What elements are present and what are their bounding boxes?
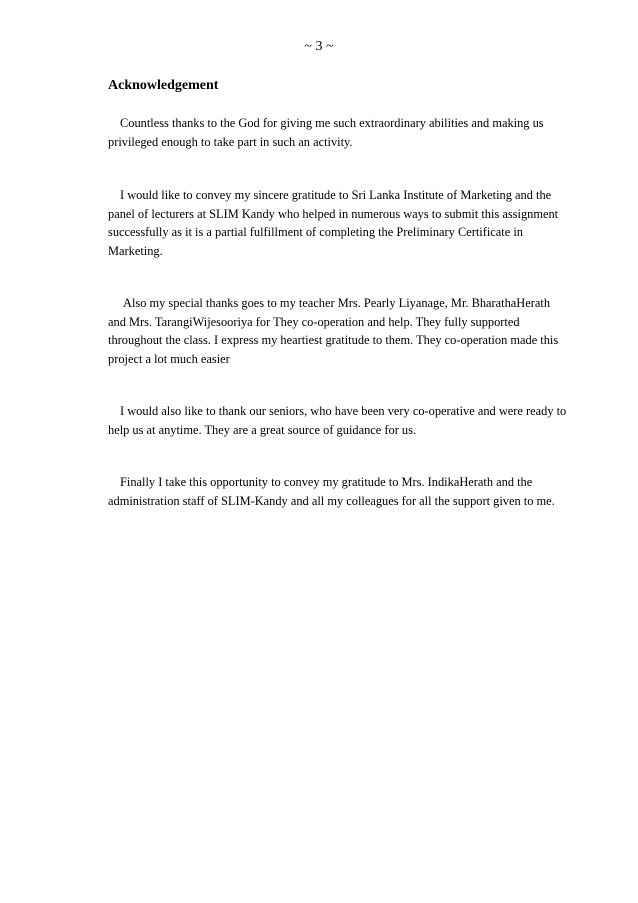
paragraph-thanks-seniors: I would also like to thank our seniors, who have been very co-operative and were ready to help us at anytime. They are a great source of guidance for us. (108, 404, 567, 437)
page-title: Acknowledgement (108, 78, 219, 93)
paragraph-thanks-teachers: Also my special thanks goes to my teacher Mrs. Pearly Liyanage, Mr. BharathaHerath and Mrs. TarangiWijesooriya for They co-operation and help. They fully supported throughout the class. I express my heartiest gratitude to them. They co-operation made this project a lot much easier (108, 296, 559, 366)
paragraph-thanks-staff: Finally I take this opportunity to convey my gratitude to Mrs. IndikaHerath and the administration staff of SLIM-Kandy and all my colleagues for all the support given to me. (108, 475, 555, 508)
paragraph-thanks-god: Countless thanks to the God for giving me such extraordinary abilities and making us privileged enough to take part in such an activity. (108, 116, 544, 149)
paragraph-thanks-institute: I would like to convey my sincere gratitude to Sri Lanka Institute of Marketing and the panel of lecturers at SLIM Kandy who helped in numerous ways to submit this assignment successfully as it is a partial fulfillment of completing the Preliminary Certificate in Marketing. (108, 188, 559, 258)
page-number: ~ 3 ~ (304, 39, 334, 54)
